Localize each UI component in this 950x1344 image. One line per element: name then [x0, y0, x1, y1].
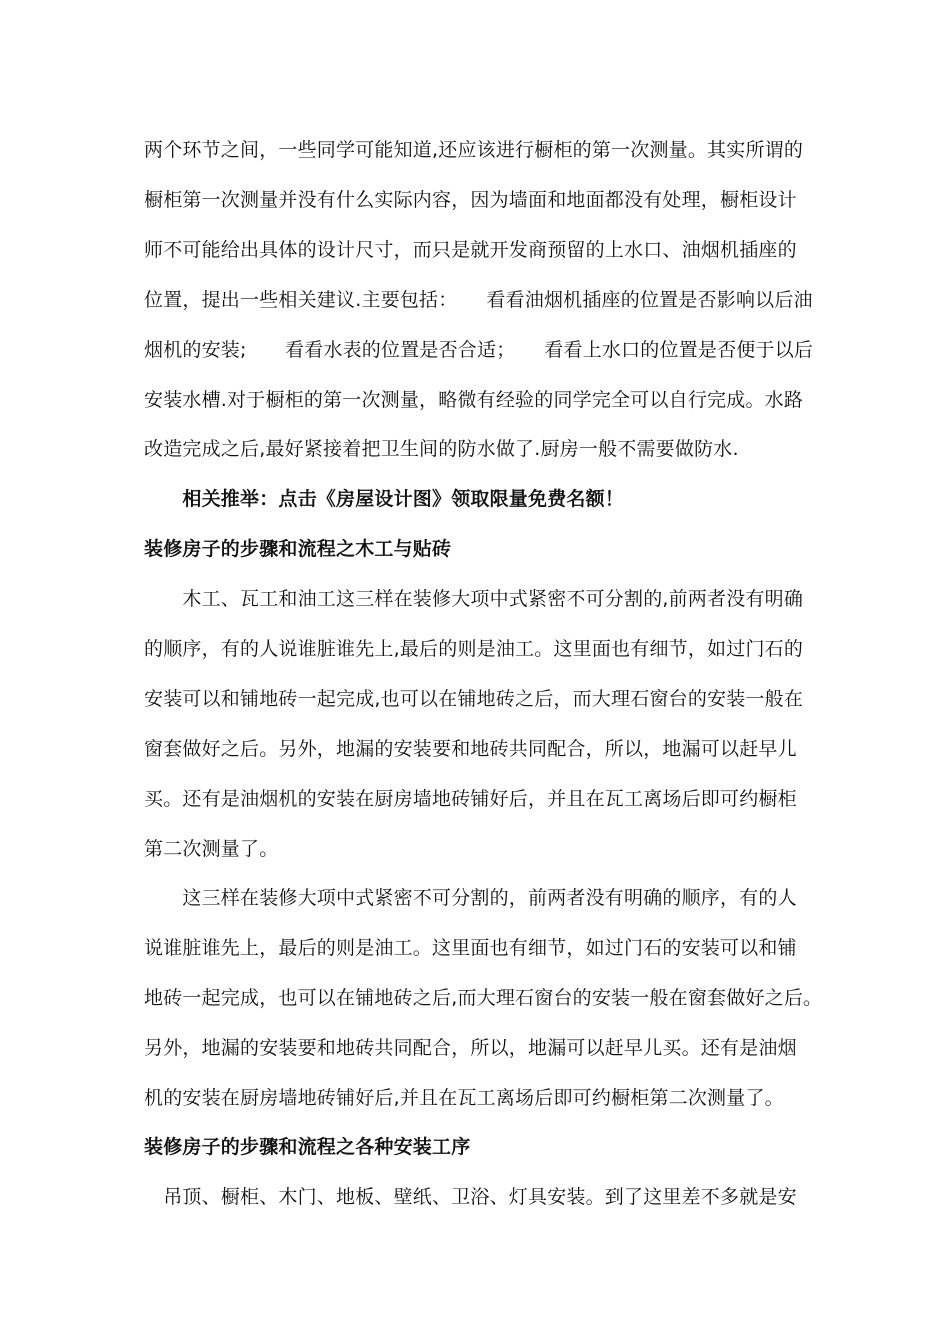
text-line: 烟机的安装; 看看水表的位置是否合适； 看看上水口的位置是否便于以后 — [144, 339, 814, 361]
text-line: 吊顶、橱柜、木门、地板、壁纸、卫浴、灯具安装。到了这里差不多就是安 — [144, 1186, 797, 1208]
text-line: 说谁脏谁先上，最后的则是油工。这里面也有细节，如过门石的安装可以和铺 — [144, 937, 797, 959]
text-line: 木工、瓦工和油工这三样在装修大项中式紧密不可分割的,前两者没有明确 — [144, 588, 804, 610]
text-line: 师不可能给出具体的设计尺寸，而只是就开发商预留的上水口、油烟机插座的 — [144, 239, 797, 261]
recommendation-line: 相关推举：点击《房屋设计图》领取限量免费名额！ — [144, 488, 625, 510]
text-line: 橱柜第一次测量并没有什么实际内容，因为墙面和地面都没有处理，橱柜设计 — [144, 189, 797, 211]
text-line: 安装水槽.对于橱柜的第一次测量，略微有经验的同学完全可以自行完成。水路 — [144, 389, 804, 411]
text-line: 这三样在装修大项中式紧密不可分割的，前两者没有明确的顺序，有的人 — [144, 887, 797, 909]
section-heading-installation: 装修房子的步骤和流程之各种安装工序 — [144, 1136, 471, 1158]
text-line: 两个环节之间，一些同学可能知道,还应该进行橱柜的第一次测量。其实所谓的 — [144, 139, 804, 161]
text-line: 位置，提出一些相关建议.主要包括： 看看油烟机插座的位置是否影响以后油 — [144, 289, 813, 311]
section-heading-carpentry-tiling: 装修房子的步骤和流程之木工与贴砖 — [144, 538, 452, 560]
text-line: 机的安装在厨房墙地砖铺好后,并且在瓦工离场后即可约橱柜第二次测量了。 — [144, 1087, 784, 1109]
text-line: 第二次测量了。 — [144, 838, 279, 860]
text-line: 地砖一起完成，也可以在铺地砖之后,而大理石窗台的安装一般在窗套做好之后。 — [144, 987, 823, 1009]
text-line: 改造完成之后,最好紧接着把卫生间的防水做了.厨房一般不需要做防水. — [144, 438, 739, 460]
text-line: 安装可以和铺地砖一起完成,也可以在铺地砖之后，而大理石窗台的安装一般在 — [144, 688, 804, 710]
text-line: 买。还有是油烟机的安装在厨房墙地砖铺好后，并且在瓦工离场后即可约橱柜 — [144, 788, 797, 810]
text-line: 另外，地漏的安装要和地砖共同配合，所以，地漏可以赶早儿买。还有是油烟 — [144, 1037, 797, 1059]
text-line: 的顺序，有的人说谁脏谁先上,最后的则是油工。这里面也有细节，如过门石的 — [144, 638, 804, 660]
text-line: 窗套做好之后。另外，地漏的安装要和地砖共同配合，所以，地漏可以赶早儿 — [144, 738, 797, 760]
